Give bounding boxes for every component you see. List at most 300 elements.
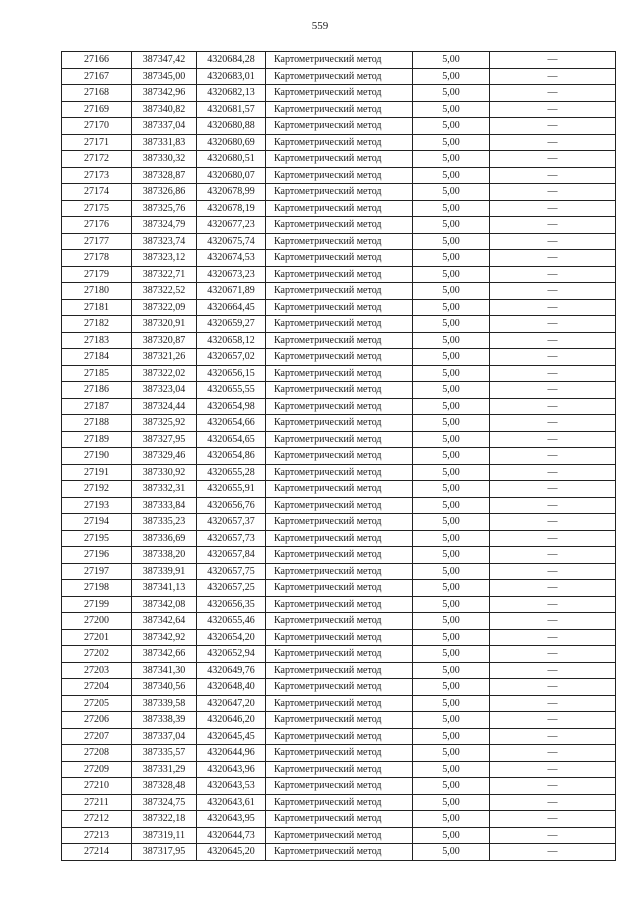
x-coordinate-cell: 387347,42: [132, 52, 197, 69]
y-coordinate-cell: 4320657,37: [197, 514, 266, 531]
x-coordinate-cell: 387329,46: [132, 448, 197, 465]
method-cell: Картометрический метод: [266, 712, 413, 729]
x-coordinate-cell: 387326,86: [132, 184, 197, 201]
accuracy-cell: 5,00: [413, 811, 490, 828]
x-coordinate-cell: 387327,95: [132, 431, 197, 448]
description-cell: —: [490, 761, 616, 778]
point-number-cell: 27182: [62, 316, 132, 333]
point-number-cell: 27166: [62, 52, 132, 69]
table-row: [62, 794, 616, 811]
accuracy-cell: 5,00: [413, 646, 490, 663]
y-coordinate-cell: 4320657,73: [197, 530, 266, 547]
method-cell: Картометрический метод: [266, 728, 413, 745]
table-row: [62, 844, 616, 861]
description-cell: —: [490, 728, 616, 745]
point-number-cell: 27190: [62, 448, 132, 465]
method-cell: Картометрический метод: [266, 382, 413, 399]
table-row: [62, 761, 616, 778]
accuracy-cell: 5,00: [413, 794, 490, 811]
y-coordinate-cell: 4320645,20: [197, 844, 266, 861]
description-cell: —: [490, 118, 616, 135]
y-coordinate-cell: 4320656,35: [197, 596, 266, 613]
point-number-cell: 27181: [62, 299, 132, 316]
y-coordinate-cell: 4320643,95: [197, 811, 266, 828]
accuracy-cell: 5,00: [413, 250, 490, 267]
accuracy-cell: 5,00: [413, 134, 490, 151]
point-number-cell: 27177: [62, 233, 132, 250]
point-number-cell: 27178: [62, 250, 132, 267]
description-cell: —: [490, 382, 616, 399]
accuracy-cell: 5,00: [413, 398, 490, 415]
accuracy-cell: 5,00: [413, 563, 490, 580]
y-coordinate-cell: 4320654,86: [197, 448, 266, 465]
accuracy-cell: 5,00: [413, 283, 490, 300]
method-cell: Картометрический метод: [266, 596, 413, 613]
y-coordinate-cell: 4320683,01: [197, 68, 266, 85]
y-coordinate-cell: 4320681,57: [197, 101, 266, 118]
x-coordinate-cell: 387341,30: [132, 662, 197, 679]
description-cell: —: [490, 596, 616, 613]
method-cell: Картометрический метод: [266, 679, 413, 696]
point-number-cell: 27213: [62, 827, 132, 844]
y-coordinate-cell: 4320654,98: [197, 398, 266, 415]
point-number-cell: 27179: [62, 266, 132, 283]
table-row: [62, 448, 616, 465]
description-cell: —: [490, 68, 616, 85]
method-cell: Картометрический метод: [266, 695, 413, 712]
table-row: [62, 118, 616, 135]
point-number-cell: 27197: [62, 563, 132, 580]
point-number-cell: 27189: [62, 431, 132, 448]
table-row: [62, 563, 616, 580]
table-row: [62, 431, 616, 448]
y-coordinate-cell: 4320655,55: [197, 382, 266, 399]
x-coordinate-cell: 387323,74: [132, 233, 197, 250]
method-cell: Картометрический метод: [266, 398, 413, 415]
description-cell: —: [490, 184, 616, 201]
description-cell: —: [490, 629, 616, 646]
x-coordinate-cell: 387341,13: [132, 580, 197, 597]
accuracy-cell: 5,00: [413, 596, 490, 613]
table-row: [62, 200, 616, 217]
y-coordinate-cell: 4320647,20: [197, 695, 266, 712]
method-cell: Картометрический метод: [266, 68, 413, 85]
description-cell: —: [490, 151, 616, 168]
point-number-cell: 27188: [62, 415, 132, 432]
table-row: [62, 266, 616, 283]
point-number-cell: 27211: [62, 794, 132, 811]
accuracy-cell: 5,00: [413, 464, 490, 481]
y-coordinate-cell: 4320643,53: [197, 778, 266, 795]
table-row: [62, 679, 616, 696]
description-cell: —: [490, 266, 616, 283]
point-number-cell: 27195: [62, 530, 132, 547]
accuracy-cell: 5,00: [413, 415, 490, 432]
description-cell: —: [490, 844, 616, 861]
y-coordinate-cell: 4320674,53: [197, 250, 266, 267]
accuracy-cell: 5,00: [413, 200, 490, 217]
accuracy-cell: 5,00: [413, 316, 490, 333]
method-cell: Картометрический метод: [266, 778, 413, 795]
y-coordinate-cell: 4320655,28: [197, 464, 266, 481]
y-coordinate-cell: 4320659,27: [197, 316, 266, 333]
point-number-cell: 27172: [62, 151, 132, 168]
y-coordinate-cell: 4320643,61: [197, 794, 266, 811]
accuracy-cell: 5,00: [413, 514, 490, 531]
y-coordinate-cell: 4320682,13: [197, 85, 266, 102]
table-row: [62, 85, 616, 102]
x-coordinate-cell: 387335,57: [132, 745, 197, 762]
y-coordinate-cell: 4320678,99: [197, 184, 266, 201]
accuracy-cell: 5,00: [413, 745, 490, 762]
method-cell: Картометрический метод: [266, 448, 413, 465]
description-cell: —: [490, 530, 616, 547]
y-coordinate-cell: 4320680,88: [197, 118, 266, 135]
description-cell: —: [490, 431, 616, 448]
y-coordinate-cell: 4320654,20: [197, 629, 266, 646]
accuracy-cell: 5,00: [413, 217, 490, 234]
table-row: [62, 613, 616, 630]
description-cell: —: [490, 514, 616, 531]
point-number-cell: 27192: [62, 481, 132, 498]
x-coordinate-cell: 387332,31: [132, 481, 197, 498]
accuracy-cell: 5,00: [413, 184, 490, 201]
accuracy-cell: 5,00: [413, 712, 490, 729]
y-coordinate-cell: 4320673,23: [197, 266, 266, 283]
x-coordinate-cell: 387342,96: [132, 85, 197, 102]
description-cell: —: [490, 827, 616, 844]
x-coordinate-cell: 387317,95: [132, 844, 197, 861]
coordinates-table: [61, 51, 616, 861]
y-coordinate-cell: 4320643,96: [197, 761, 266, 778]
point-number-cell: 27194: [62, 514, 132, 531]
x-coordinate-cell: 387342,64: [132, 613, 197, 630]
accuracy-cell: 5,00: [413, 613, 490, 630]
description-cell: —: [490, 712, 616, 729]
table-row: [62, 778, 616, 795]
point-number-cell: 27212: [62, 811, 132, 828]
point-number-cell: 27167: [62, 68, 132, 85]
accuracy-cell: 5,00: [413, 233, 490, 250]
table-row: [62, 134, 616, 151]
x-coordinate-cell: 387320,91: [132, 316, 197, 333]
y-coordinate-cell: 4320644,96: [197, 745, 266, 762]
method-cell: Картометрический метод: [266, 200, 413, 217]
description-cell: —: [490, 365, 616, 382]
description-cell: —: [490, 497, 616, 514]
method-cell: Картометрический метод: [266, 184, 413, 201]
x-coordinate-cell: 387337,04: [132, 118, 197, 135]
description-cell: —: [490, 794, 616, 811]
y-coordinate-cell: 4320652,94: [197, 646, 266, 663]
point-number-cell: 27171: [62, 134, 132, 151]
method-cell: Картометрический метод: [266, 745, 413, 762]
table-row: [62, 596, 616, 613]
x-coordinate-cell: 387335,23: [132, 514, 197, 531]
method-cell: Картометрический метод: [266, 761, 413, 778]
x-coordinate-cell: 387323,12: [132, 250, 197, 267]
accuracy-cell: 5,00: [413, 151, 490, 168]
table-row: [62, 415, 616, 432]
y-coordinate-cell: 4320645,45: [197, 728, 266, 745]
x-coordinate-cell: 387342,92: [132, 629, 197, 646]
description-cell: —: [490, 778, 616, 795]
accuracy-cell: 5,00: [413, 679, 490, 696]
point-number-cell: 27184: [62, 349, 132, 366]
table-row: [62, 233, 616, 250]
description-cell: —: [490, 464, 616, 481]
y-coordinate-cell: 4320644,73: [197, 827, 266, 844]
table-row: [62, 464, 616, 481]
table-row: [62, 217, 616, 234]
method-cell: Картометрический метод: [266, 844, 413, 861]
table-row: [62, 365, 616, 382]
accuracy-cell: 5,00: [413, 365, 490, 382]
description-cell: —: [490, 695, 616, 712]
table-row: [62, 299, 616, 316]
point-number-cell: 27200: [62, 613, 132, 630]
description-cell: —: [490, 250, 616, 267]
table-row: [62, 646, 616, 663]
table-row: [62, 629, 616, 646]
accuracy-cell: 5,00: [413, 68, 490, 85]
y-coordinate-cell: 4320648,40: [197, 679, 266, 696]
table-row: [62, 530, 616, 547]
x-coordinate-cell: 387325,92: [132, 415, 197, 432]
method-cell: Картометрический метод: [266, 134, 413, 151]
point-number-cell: 27199: [62, 596, 132, 613]
y-coordinate-cell: 4320655,91: [197, 481, 266, 498]
accuracy-cell: 5,00: [413, 448, 490, 465]
x-coordinate-cell: 387330,92: [132, 464, 197, 481]
point-number-cell: 27176: [62, 217, 132, 234]
y-coordinate-cell: 4320675,74: [197, 233, 266, 250]
accuracy-cell: 5,00: [413, 530, 490, 547]
x-coordinate-cell: 387331,29: [132, 761, 197, 778]
description-cell: —: [490, 217, 616, 234]
description-cell: —: [490, 233, 616, 250]
y-coordinate-cell: 4320649,76: [197, 662, 266, 679]
table-row: [62, 382, 616, 399]
method-cell: Картометрический метод: [266, 332, 413, 349]
table-row: [62, 580, 616, 597]
accuracy-cell: 5,00: [413, 101, 490, 118]
method-cell: Картометрический метод: [266, 299, 413, 316]
x-coordinate-cell: 387328,48: [132, 778, 197, 795]
table-row: [62, 250, 616, 267]
method-cell: Картометрический метод: [266, 629, 413, 646]
description-cell: —: [490, 613, 616, 630]
y-coordinate-cell: 4320684,28: [197, 52, 266, 69]
description-cell: —: [490, 580, 616, 597]
accuracy-cell: 5,00: [413, 332, 490, 349]
y-coordinate-cell: 4320654,66: [197, 415, 266, 432]
table-row: [62, 184, 616, 201]
accuracy-cell: 5,00: [413, 481, 490, 498]
accuracy-cell: 5,00: [413, 778, 490, 795]
description-cell: —: [490, 811, 616, 828]
method-cell: Картометрический метод: [266, 151, 413, 168]
point-number-cell: 27183: [62, 332, 132, 349]
accuracy-cell: 5,00: [413, 695, 490, 712]
method-cell: Картометрический метод: [266, 794, 413, 811]
table-row: [62, 52, 616, 69]
accuracy-cell: 5,00: [413, 431, 490, 448]
method-cell: Картометрический метод: [266, 316, 413, 333]
x-coordinate-cell: 387322,71: [132, 266, 197, 283]
x-coordinate-cell: 387324,75: [132, 794, 197, 811]
x-coordinate-cell: 387322,18: [132, 811, 197, 828]
y-coordinate-cell: 4320664,45: [197, 299, 266, 316]
x-coordinate-cell: 387331,83: [132, 134, 197, 151]
x-coordinate-cell: 387342,66: [132, 646, 197, 663]
description-cell: —: [490, 349, 616, 366]
point-number-cell: 27193: [62, 497, 132, 514]
y-coordinate-cell: 4320656,15: [197, 365, 266, 382]
point-number-cell: 27207: [62, 728, 132, 745]
method-cell: Картометрический метод: [266, 613, 413, 630]
y-coordinate-cell: 4320678,19: [197, 200, 266, 217]
x-coordinate-cell: 387328,87: [132, 167, 197, 184]
description-cell: —: [490, 679, 616, 696]
table-row: [62, 151, 616, 168]
y-coordinate-cell: 4320656,76: [197, 497, 266, 514]
table-row: [62, 695, 616, 712]
y-coordinate-cell: 4320657,84: [197, 547, 266, 564]
method-cell: Картометрический метод: [266, 481, 413, 498]
method-cell: Картометрический метод: [266, 283, 413, 300]
method-cell: Картометрический метод: [266, 365, 413, 382]
point-number-cell: 27198: [62, 580, 132, 597]
point-number-cell: 27180: [62, 283, 132, 300]
y-coordinate-cell: 4320657,25: [197, 580, 266, 597]
x-coordinate-cell: 387322,02: [132, 365, 197, 382]
description-cell: —: [490, 415, 616, 432]
method-cell: Картометрический метод: [266, 547, 413, 564]
point-number-cell: 27175: [62, 200, 132, 217]
accuracy-cell: 5,00: [413, 827, 490, 844]
x-coordinate-cell: 387323,04: [132, 382, 197, 399]
description-cell: —: [490, 316, 616, 333]
accuracy-cell: 5,00: [413, 728, 490, 745]
table-row: [62, 745, 616, 762]
method-cell: Картометрический метод: [266, 266, 413, 283]
point-number-cell: 27187: [62, 398, 132, 415]
y-coordinate-cell: 4320677,23: [197, 217, 266, 234]
accuracy-cell: 5,00: [413, 299, 490, 316]
method-cell: Картометрический метод: [266, 662, 413, 679]
y-coordinate-cell: 4320671,89: [197, 283, 266, 300]
table-row: [62, 547, 616, 564]
description-cell: —: [490, 52, 616, 69]
point-number-cell: 27203: [62, 662, 132, 679]
point-number-cell: 27170: [62, 118, 132, 135]
method-cell: Картометрический метод: [266, 497, 413, 514]
method-cell: Картометрический метод: [266, 52, 413, 69]
method-cell: Картометрический метод: [266, 85, 413, 102]
x-coordinate-cell: 387340,56: [132, 679, 197, 696]
x-coordinate-cell: 387338,39: [132, 712, 197, 729]
method-cell: Картометрический метод: [266, 563, 413, 580]
point-number-cell: 27196: [62, 547, 132, 564]
x-coordinate-cell: 387337,04: [132, 728, 197, 745]
method-cell: Картометрический метод: [266, 464, 413, 481]
y-coordinate-cell: 4320657,75: [197, 563, 266, 580]
x-coordinate-cell: 387339,91: [132, 563, 197, 580]
description-cell: —: [490, 134, 616, 151]
point-number-cell: 27173: [62, 167, 132, 184]
description-cell: —: [490, 167, 616, 184]
point-number-cell: 27202: [62, 646, 132, 663]
x-coordinate-cell: 387330,32: [132, 151, 197, 168]
method-cell: Картометрический метод: [266, 514, 413, 531]
method-cell: Картометрический метод: [266, 811, 413, 828]
table-body: [62, 52, 616, 861]
accuracy-cell: 5,00: [413, 85, 490, 102]
method-cell: Картометрический метод: [266, 827, 413, 844]
table-row: [62, 332, 616, 349]
accuracy-cell: 5,00: [413, 266, 490, 283]
method-cell: Картометрический метод: [266, 646, 413, 663]
table-row: [62, 101, 616, 118]
description-cell: —: [490, 481, 616, 498]
table-row: [62, 728, 616, 745]
point-number-cell: 27174: [62, 184, 132, 201]
table-row: [62, 662, 616, 679]
x-coordinate-cell: 387324,79: [132, 217, 197, 234]
accuracy-cell: 5,00: [413, 580, 490, 597]
accuracy-cell: 5,00: [413, 52, 490, 69]
y-coordinate-cell: 4320655,46: [197, 613, 266, 630]
method-cell: Картометрический метод: [266, 217, 413, 234]
x-coordinate-cell: 387319,11: [132, 827, 197, 844]
accuracy-cell: 5,00: [413, 349, 490, 366]
y-coordinate-cell: 4320646,20: [197, 712, 266, 729]
y-coordinate-cell: 4320680,51: [197, 151, 266, 168]
description-cell: —: [490, 745, 616, 762]
point-number-cell: 27210: [62, 778, 132, 795]
x-coordinate-cell: 387321,26: [132, 349, 197, 366]
x-coordinate-cell: 387345,00: [132, 68, 197, 85]
page-number: 559: [311, 20, 329, 32]
point-number-cell: 27169: [62, 101, 132, 118]
point-number-cell: 27208: [62, 745, 132, 762]
description-cell: —: [490, 646, 616, 663]
x-coordinate-cell: 387325,76: [132, 200, 197, 217]
x-coordinate-cell: 387342,08: [132, 596, 197, 613]
point-number-cell: 27205: [62, 695, 132, 712]
accuracy-cell: 5,00: [413, 662, 490, 679]
description-cell: —: [490, 101, 616, 118]
table-row: [62, 398, 616, 415]
table-row: [62, 712, 616, 729]
description-cell: —: [490, 283, 616, 300]
table-row: [62, 827, 616, 844]
method-cell: Картометрический метод: [266, 167, 413, 184]
table-row: [62, 316, 616, 333]
x-coordinate-cell: 387322,52: [132, 283, 197, 300]
table-row: [62, 481, 616, 498]
x-coordinate-cell: 387340,82: [132, 101, 197, 118]
table-row: [62, 349, 616, 366]
description-cell: —: [490, 547, 616, 564]
description-cell: —: [490, 563, 616, 580]
description-cell: —: [490, 448, 616, 465]
table-row: [62, 68, 616, 85]
method-cell: Картометрический метод: [266, 415, 413, 432]
accuracy-cell: 5,00: [413, 497, 490, 514]
accuracy-cell: 5,00: [413, 629, 490, 646]
